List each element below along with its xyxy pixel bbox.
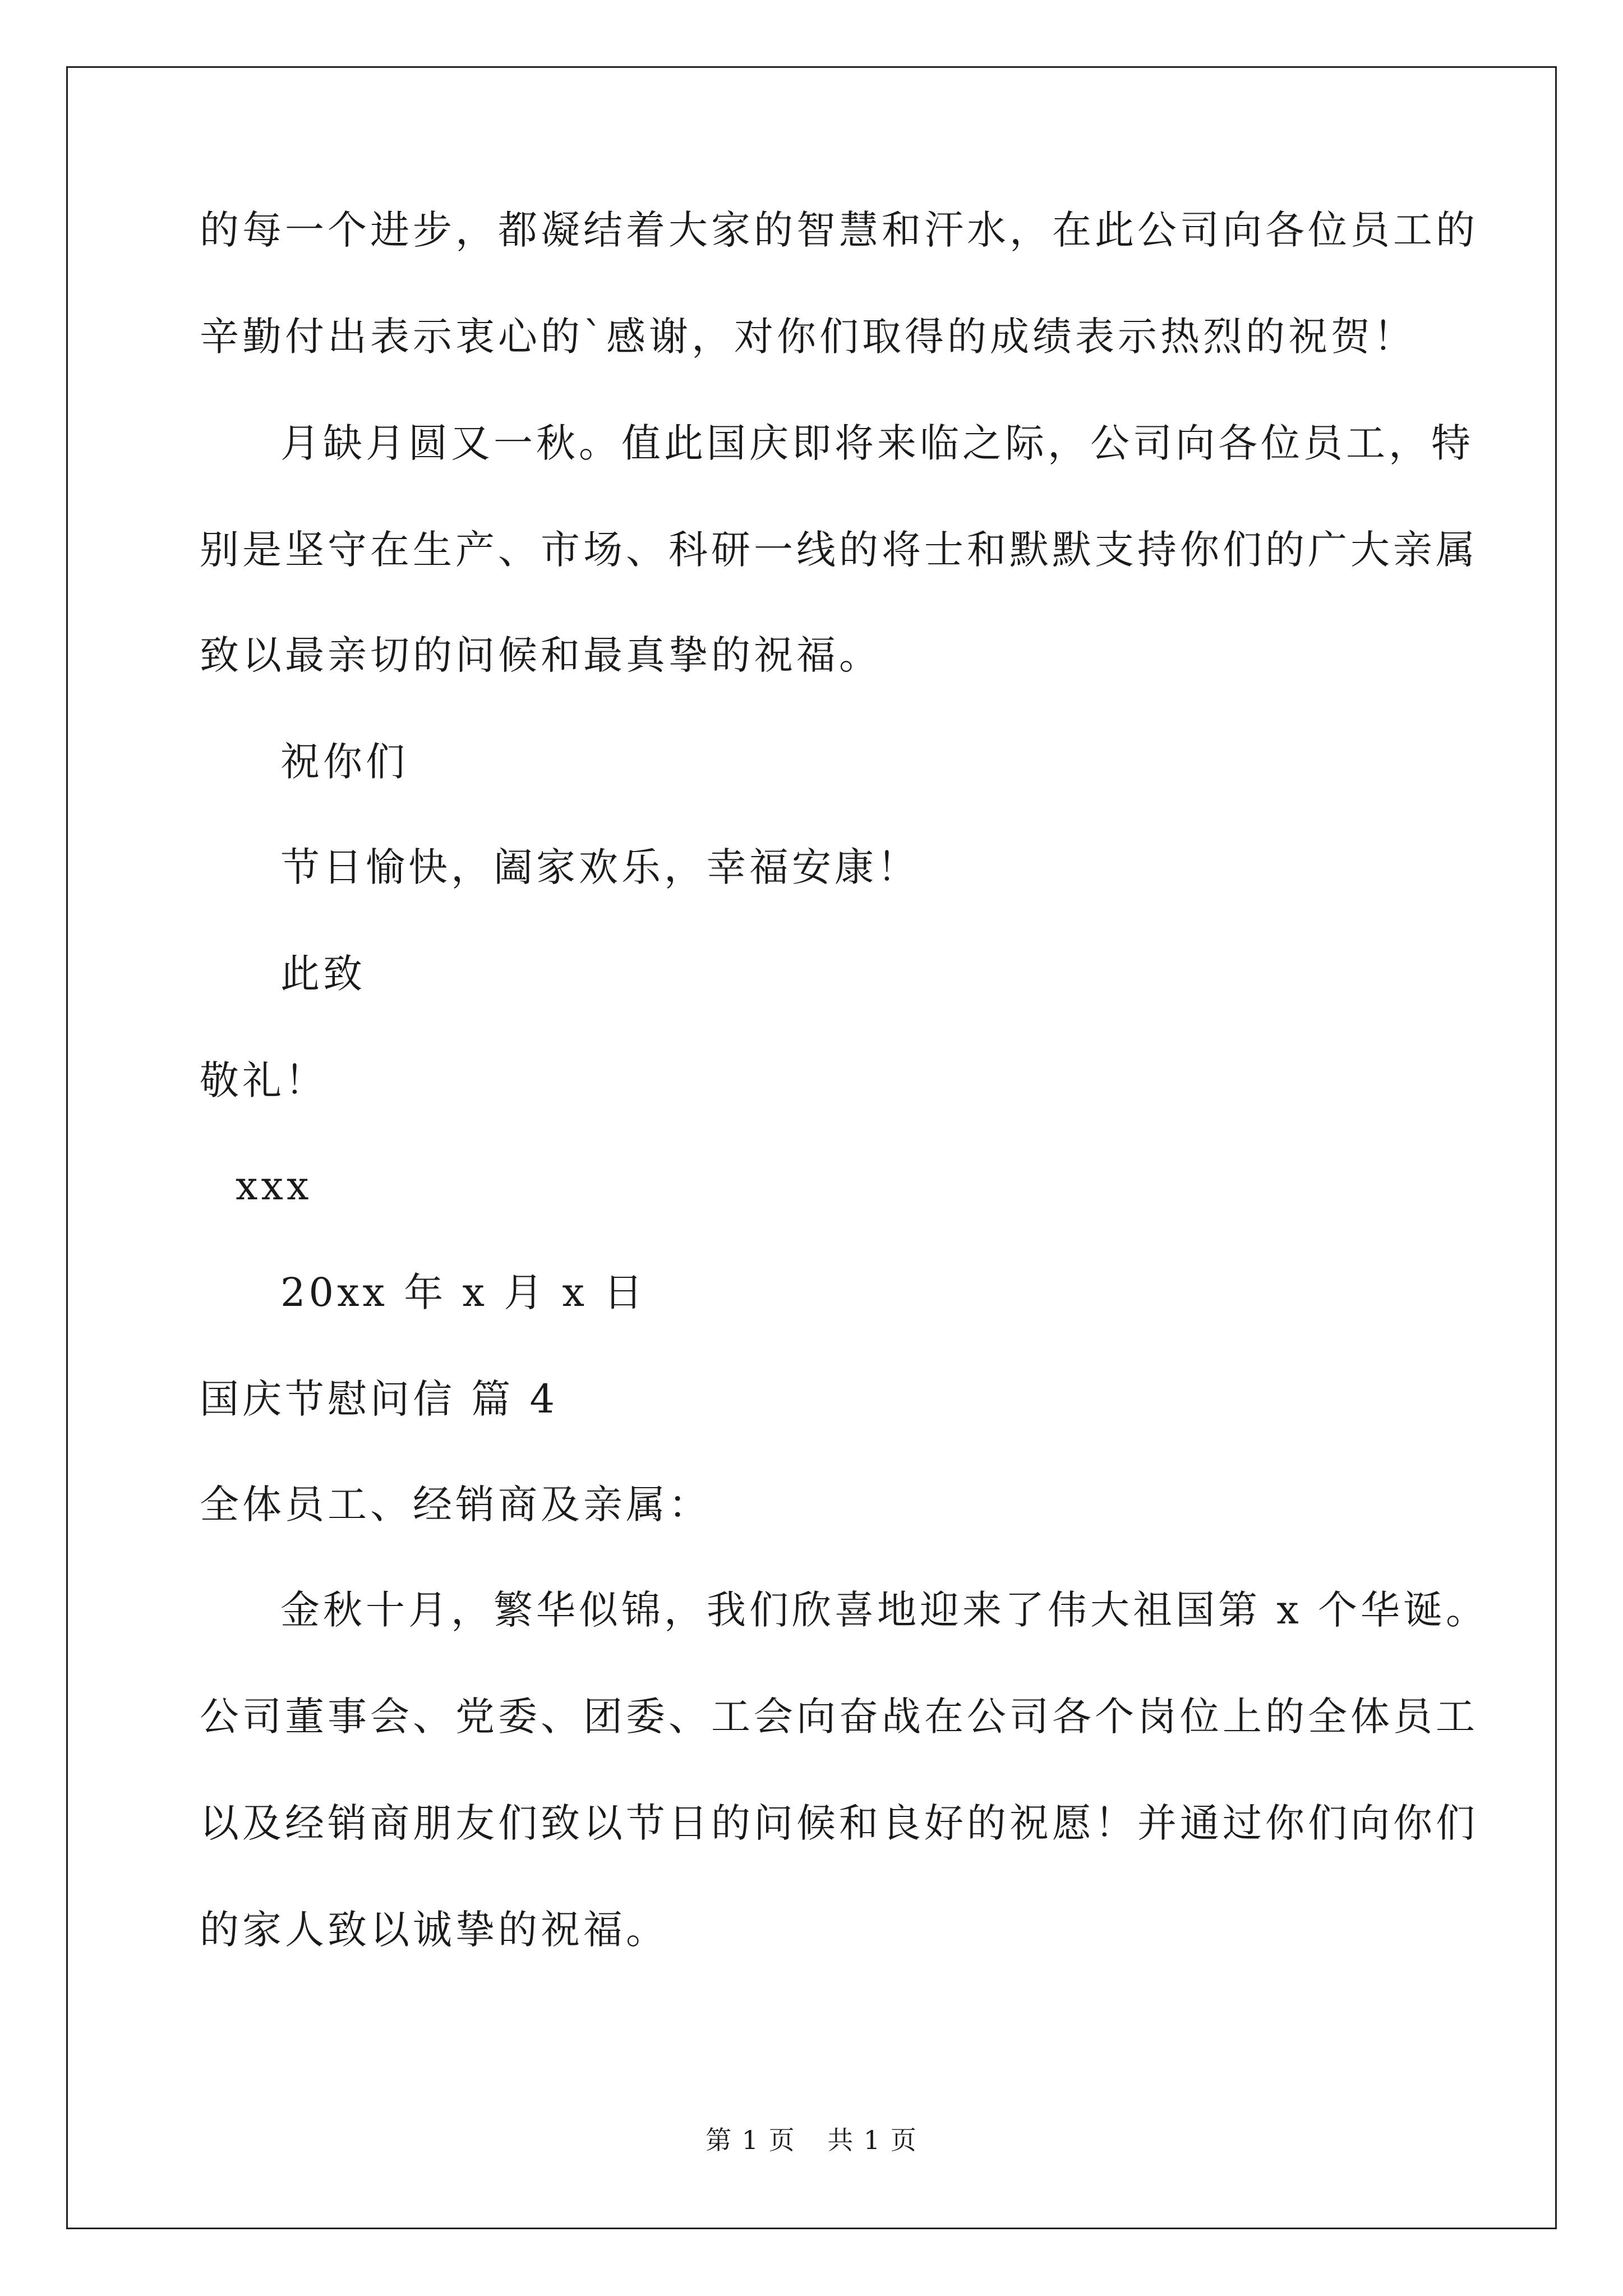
page-total: 共 1 页	[827, 2125, 917, 2155]
body-line-3: 月缺月圆又一秋。值此国庆即将来临之际，公司向各位员工，特	[280, 420, 1474, 466]
body-line-7: 公司董事会、党委、团委、工会向奋战在公司各个岗位上的全体员工	[200, 1694, 1478, 1740]
body-line-9: 的家人致以诚挚的祝福。	[200, 1907, 668, 1953]
wishes-line: 节日愉快，阖家欢乐，幸福安康！	[280, 844, 920, 890]
body-line-8: 以及经销商朋友们致以节日的问候和良好的祝愿！并通过你们向你们	[200, 1800, 1478, 1846]
greeting-line: 祝你们	[280, 739, 408, 785]
body-line-4: 别是坚守在生产、市场、科研一线的将士和默默支持你们的广大亲属	[200, 527, 1478, 573]
salutation-line: 敬礼！	[200, 1057, 328, 1103]
signature-name: xxx	[236, 1163, 312, 1209]
signature-date: 20xx 年 x 月 x 日	[280, 1269, 647, 1315]
body-line-5: 致以最亲切的问候和最真挚的祝福。	[200, 632, 882, 678]
section-heading: 国庆节慰问信 篇 4	[200, 1376, 559, 1422]
closing-line: 此致	[280, 951, 366, 997]
body-line-2: 辛勤付出表示衷心的`感谢，对你们取得的成绩表示热烈的祝贺！	[200, 314, 1416, 360]
addressee-line: 全体员工、经销商及亲属：	[200, 1481, 711, 1527]
body-line-6: 金秋十月，繁华似锦，我们欣喜地迎来了伟大祖国第 x 个华诞。	[280, 1587, 1488, 1633]
page-number: 第 1 页	[706, 2125, 796, 2155]
body-line-1: 的每一个进步，都凝结着大家的智慧和汗水，在此公司向各位员工的	[200, 207, 1478, 253]
page-footer	[0, 2123, 1623, 2157]
